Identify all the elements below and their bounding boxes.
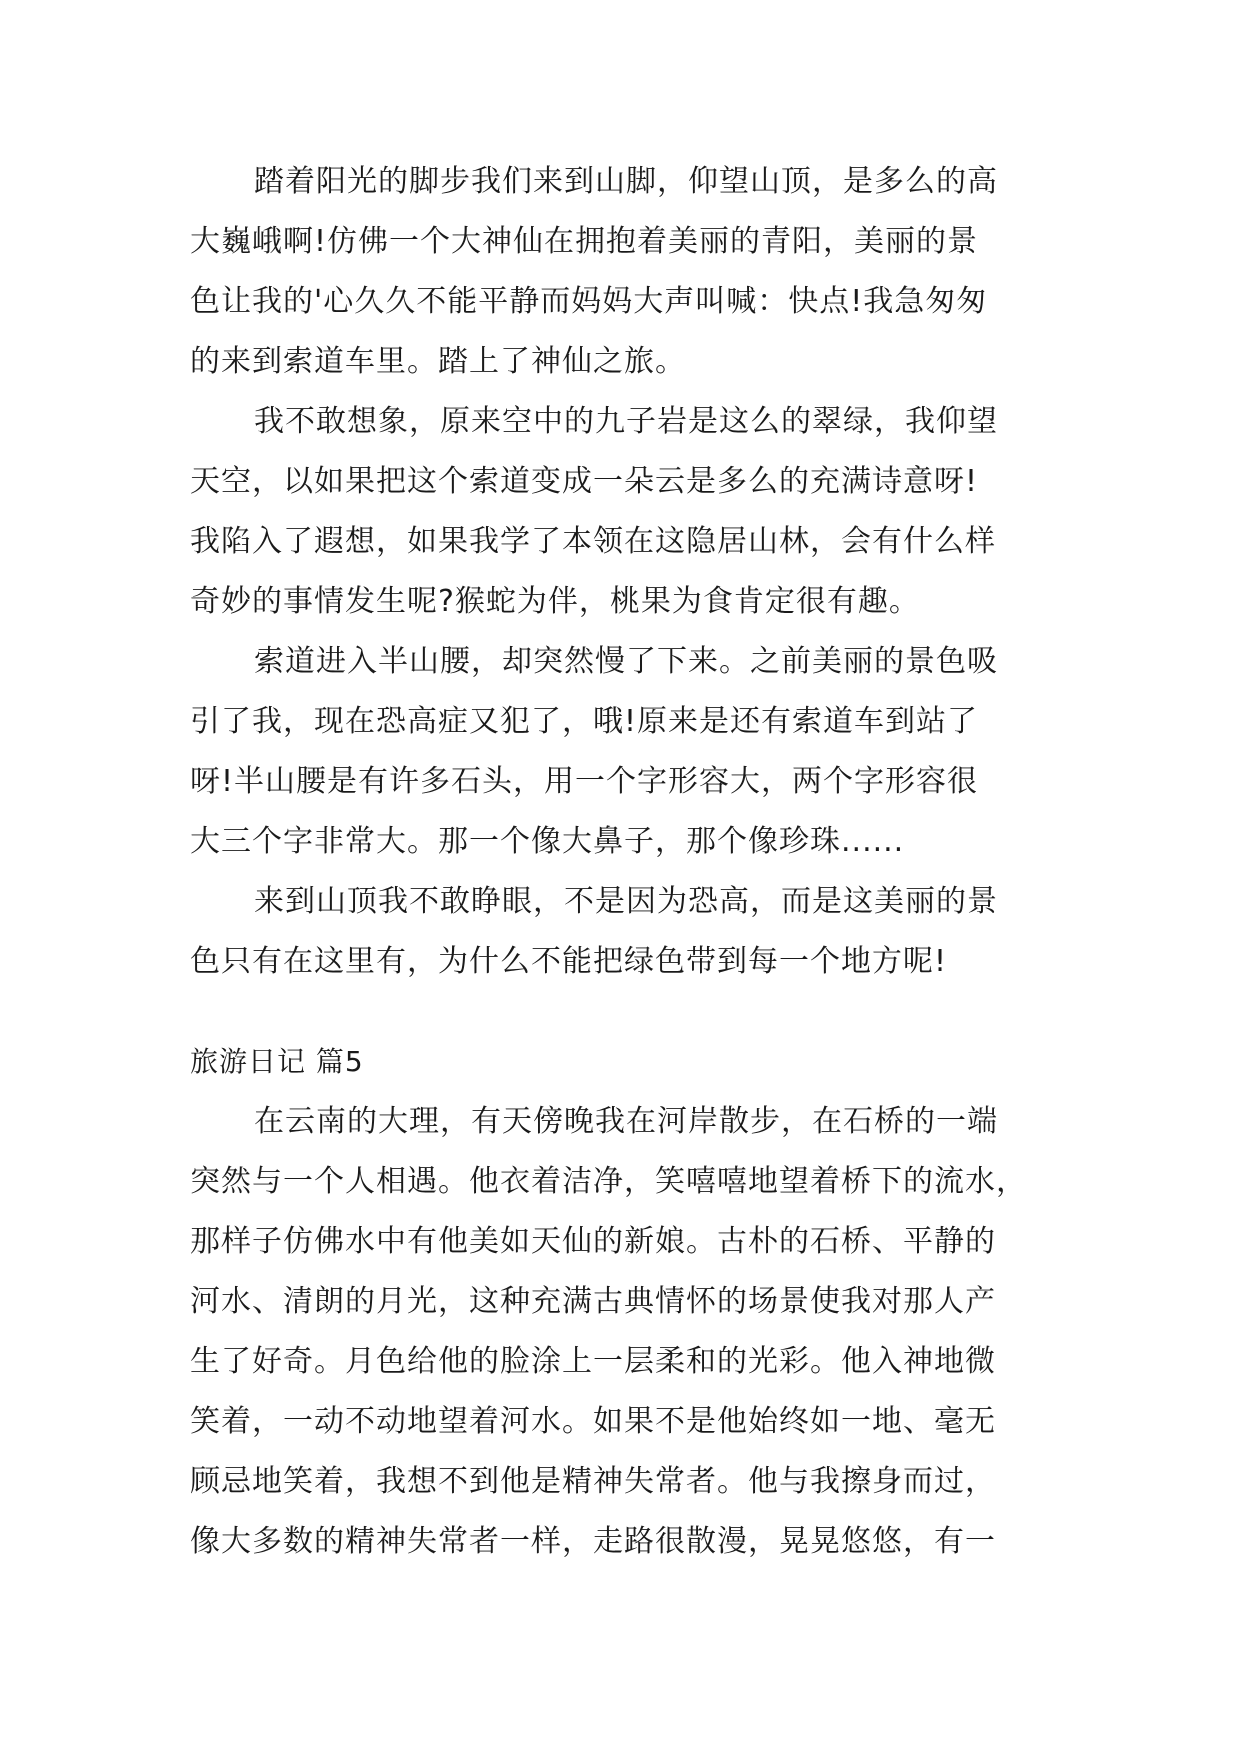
text-line: 我陷入了遐想，如果我学了本领在这隐居山林，会有什么样 <box>190 524 996 559</box>
text-line: 踏着阳光的脚步我们来到山脚，仰望山顶，是多么的高 <box>254 164 998 199</box>
text-line: 生了好奇。月色给他的脸涂上一层柔和的光彩。他入神地微 <box>190 1344 996 1379</box>
text-line: 突然与一个人相遇。他衣着洁净，笑嘻嘻地望着桥下的流水， <box>190 1164 1027 1199</box>
text-line: 大三个字非常大。那一个像大鼻子，那个像珍珠...... <box>190 824 905 859</box>
text-line: 顾忌地笑着，我想不到他是精神失常者。他与我擦身而过， <box>190 1464 996 1499</box>
text-line: 奇妙的事情发生呢?猴蛇为伴，桃果为食肯定很有趣。 <box>190 584 920 619</box>
text-line: 那样子仿佛水中有他美如天仙的新娘。古朴的石桥、平静的 <box>190 1224 996 1259</box>
text-line: 像大多数的精神失常者一样，走路很散漫，晃晃悠悠，有一 <box>190 1524 996 1559</box>
text-line: 引了我，现在恐高症又犯了，哦!原来是还有索道车到站了 <box>190 704 979 739</box>
text-line: 我不敢想象，原来空中的九子岩是这么的翠绿，我仰望 <box>254 404 998 439</box>
section-heading: 旅游日记 篇5 <box>190 1045 364 1078</box>
text-line: 来到山顶我不敢睁眼，不是因为恐高，而是这美丽的景 <box>254 884 998 919</box>
text-line: 河水、清朗的月光，这种充满古典情怀的场景使我对那人产 <box>190 1284 996 1319</box>
text-line: 的来到索道车里。踏上了神仙之旅。 <box>190 344 686 379</box>
text-line: 笑着，一动不动地望着河水。如果不是他始终如一地、毫无 <box>190 1404 996 1439</box>
text-line: 大巍峨啊!仿佛一个大神仙在拥抱着美丽的青阳，美丽的景 <box>190 224 979 259</box>
text-line: 天空，以如果把这个索道变成一朵云是多么的充满诗意呀! <box>190 464 979 499</box>
text-line: 色让我的'心久久不能平静而妈妈大声叫喊：快点!我急匆匆 <box>190 284 988 319</box>
text-line: 色只有在这里有，为什么不能把绿色带到每一个地方呢! <box>190 944 948 979</box>
text-line: 在云南的大理，有天傍晚我在河岸散步，在石桥的一端 <box>254 1104 998 1139</box>
text-line: 呀!半山腰是有许多石头，用一个字形容大，两个字形容很 <box>190 764 979 799</box>
text-line: 索道进入半山腰，却突然慢了下来。之前美丽的景色吸 <box>254 644 998 679</box>
